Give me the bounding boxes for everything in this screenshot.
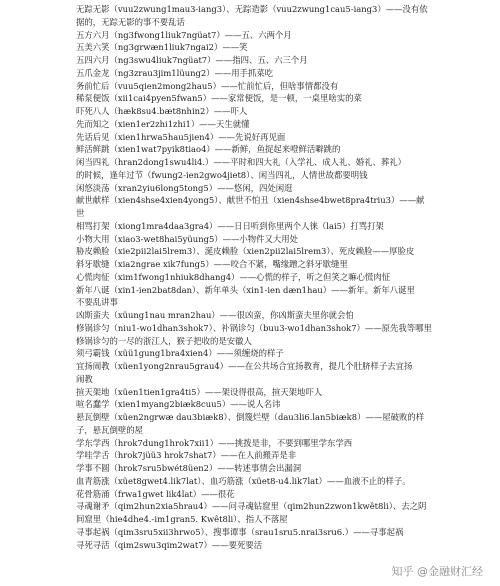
text-line: 学哇学舌（hrok7jüü3 hrok7shat7）——在人前搬弄是非 bbox=[76, 450, 297, 461]
text-line: 凶斯蛮夫（xüung1nau mran2hau）——很凶蛮，你凶斯蛮夫里你就会怕 bbox=[76, 310, 354, 320]
text-line: 寻事起祸（qim3sru5xii3hrwo5）、搜事谭事（srau1sru5.nrai3sru6.）——寻事起祸 bbox=[76, 526, 404, 537]
watermark: 知乎 @金融财汇经 bbox=[389, 562, 487, 580]
text-line: 闲悠淡荡（xran2yiu6long5tong5）——悠闲，四处闲逛 bbox=[76, 182, 293, 193]
text-line: 心慌肉怔（xim1fwong1nhiuk8dhang4）——心慌的样子，听之但笑之嘛心慌肉怔 bbox=[76, 271, 391, 282]
text-line: 学东学西（hrok7dung1hrok7xii1）——挑拨是非，不要到哪里学东学西 bbox=[76, 437, 353, 448]
text-line: 的时候，逢年过节（fwung2-ien2gwo4jiet8）、闲当四礼，人情世故都要明钱 bbox=[76, 169, 368, 180]
text-line: 胁皮赖脸（xie2pii2lai5lrem3）、涎皮赖脸（xien2pii2lai5lrem3）、死皮赖脸——厚脸皮 bbox=[76, 246, 415, 257]
text-line: 间窟里（hie4dhe4.-im1gran5. Kwêt8li）、指人不落屋 bbox=[76, 514, 288, 524]
text-line: 吓死八人（hæk8su4.bæt8nhin2）——吓人 bbox=[76, 106, 248, 116]
text-line: 须弓霸钱（xüü1gung1bra4xien4）——须缠烧的样子 bbox=[76, 348, 284, 359]
text-line: 稀泵便饭（xii1cai4pyen5fwan5）——家常便饭，是一顿，一桌里啥实的菜 bbox=[76, 93, 362, 104]
text-line: 无踪无影（vuu2zwung1mau3-iang3）、无踪造影（vuu2zwung1cau5-iang3）——没有依 bbox=[76, 4, 428, 14]
text-line: 闹教 bbox=[76, 373, 93, 384]
text-line: 悬瓦倒壁（xüen2ngrwæ dau3biæk8）、倒篾烂壁（dau3li6.lan5biæk8）——屋破败的样 bbox=[76, 412, 425, 422]
text-line: 先而知之（xien1er2zhi1zhi1）——天生就懂 bbox=[76, 118, 250, 129]
text-line: 揎天架地（xüen1tien1gra4ti5）——架设得很高，揎天架地吓人 bbox=[76, 386, 323, 397]
text-line: 花骨筋涌（frwa1gwet lik4lat）——很花 bbox=[76, 488, 235, 499]
text-line: 五爪金龙（ng3zrau3jim1lüung2）——用手抓菜吃 bbox=[76, 67, 274, 78]
text-line: 小物大用（xiao3-wet8hai5yüung5）——小物件又大用处 bbox=[76, 233, 299, 244]
text-line: 新年八诞（xin1-ien2bat8dan）、新年单头（xin1-ien dæn1hau）——新年。新年八诞里 bbox=[76, 284, 415, 295]
text-line: 修锅诊匀（niu1-wo1dhan3shok7）、补锅诊匀（buu3-wo1dhan3shok7）——原先我等哪里 bbox=[76, 322, 432, 333]
text-line: 献世献样（xien4shse4xien4yong5）、献世不怕丑（xien4shse4bwet8pra4triu3）——献 bbox=[76, 195, 425, 206]
text-line: 斜牙歇缝（xia2ngrae xik7fung5）——咬合不紧，嘴缘蹭之斜牙歇缝里 bbox=[76, 259, 348, 269]
text-line: 闲当四礼（hran2dong1swu4li4.）——平时和四大礼（入学礼、成人礼、婚礼、葬礼） bbox=[76, 157, 407, 167]
text-line: 五美六笑（ng3grwæn1liuk7ngai2）——笑 bbox=[76, 42, 248, 53]
text-line: 子，悬瓦倒壁的屋 bbox=[76, 424, 143, 435]
text-line: 相骂打架（xiong1mra4daa3gra4）——日日听到你里两个人徕（lai5）打骂打架 bbox=[76, 220, 384, 231]
text-line: 先话后见（xien1hrwa5hau5jien4）——先说好再见面 bbox=[76, 131, 286, 142]
text-line: 喧名蠢学（xien1myang2biæk8cuu5）——说人名讳 bbox=[76, 399, 281, 410]
text-line: 寻死寻活（qim2swu3qim2wat7）——要死要活 bbox=[76, 539, 263, 550]
text-line: 五四六月（ng3swu4liuk7ngüat7）——指四、五、六三个月 bbox=[76, 55, 308, 65]
text-line: 鲜活鲜跳（xien1wat7pyik8tiao4）——新鲜，鱼捉起来噔鲜活噼跳的 bbox=[76, 144, 341, 155]
text-line: 务前忙后（vuu5qien2mong2hau5）——忙前忙后，但啥事情都没有 bbox=[76, 80, 339, 91]
text-line: 据的，无踪无影的事不要乱话 bbox=[76, 16, 185, 27]
text-line: 学事不圆（hrok7sru5bwét8üen2）——转述事情会出漏洞 bbox=[76, 463, 302, 473]
text-line: 血青筋涨（xüet8gwet4.lik7lat）、血巧筋涨（xüet8-u4.lik7lat）——血液不止的样子。 bbox=[76, 475, 411, 486]
text-line: 五方六月（ng3fwong1liuk7ngüat7）——五、六两个月 bbox=[76, 29, 292, 40]
text-line: 修锅诊匀的一尽的浙江人，猴子把收的是安徽人 bbox=[76, 335, 252, 346]
text-line: 寻魂谢矛（qim2hun2xia5hrau4）——问寻魂钻窟里（qim2hun2zwon1kwêt8li）、去之阴 bbox=[76, 501, 427, 512]
text-line: 不要乱讲事 bbox=[76, 297, 118, 308]
text-line: 世 bbox=[76, 208, 85, 218]
text-line: 宜扬闹教（xüen1yong2nrau5grau4）——在公共场合宜扬教育，提几个肚脐样子去宜扬 bbox=[76, 361, 413, 371]
